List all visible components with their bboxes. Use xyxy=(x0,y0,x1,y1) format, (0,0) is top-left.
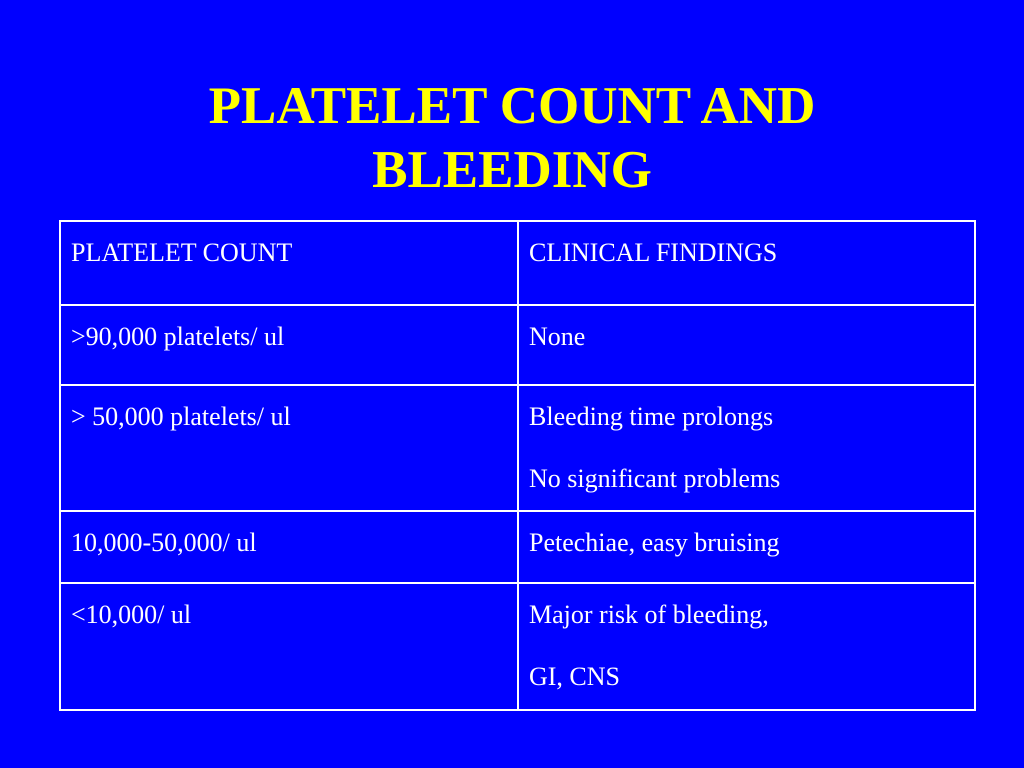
clinical-findings-cell xyxy=(518,583,975,710)
finding-line: No significant problems xyxy=(529,464,781,493)
finding-line: Major risk of bleeding, xyxy=(529,600,769,629)
slide-title-line-2: BLEEDING xyxy=(372,141,652,199)
finding-line: Petechiae, easy bruising xyxy=(529,528,780,557)
table-row xyxy=(60,305,975,385)
finding-line: Bleeding time prolongs xyxy=(529,402,774,431)
platelet-count-cell: <10,000/ ul xyxy=(60,583,518,710)
slide-title xyxy=(0,74,1024,202)
finding-line: GI, CNS xyxy=(529,662,621,691)
table-row xyxy=(60,511,975,583)
slide-title-line-1: PLATELET COUNT AND xyxy=(208,77,816,135)
clinical-findings-cell xyxy=(518,385,975,511)
clinical-findings-cell xyxy=(518,511,975,583)
clinical-findings-cell xyxy=(518,305,975,385)
table-header-row xyxy=(60,221,975,305)
platelet-count-cell: 10,000-50,000/ ul xyxy=(60,511,518,583)
table-row xyxy=(60,583,975,710)
platelet-table xyxy=(59,220,976,711)
header-clinical-findings: CLINICAL FINDINGS xyxy=(518,221,975,305)
platelet-count-cell: >90,000 platelets/ ul xyxy=(60,305,518,385)
table-row xyxy=(60,385,975,511)
finding-line: None xyxy=(529,322,586,351)
header-platelet-count: PLATELET COUNT xyxy=(60,221,518,305)
platelet-count-cell: > 50,000 platelets/ ul xyxy=(60,385,518,511)
